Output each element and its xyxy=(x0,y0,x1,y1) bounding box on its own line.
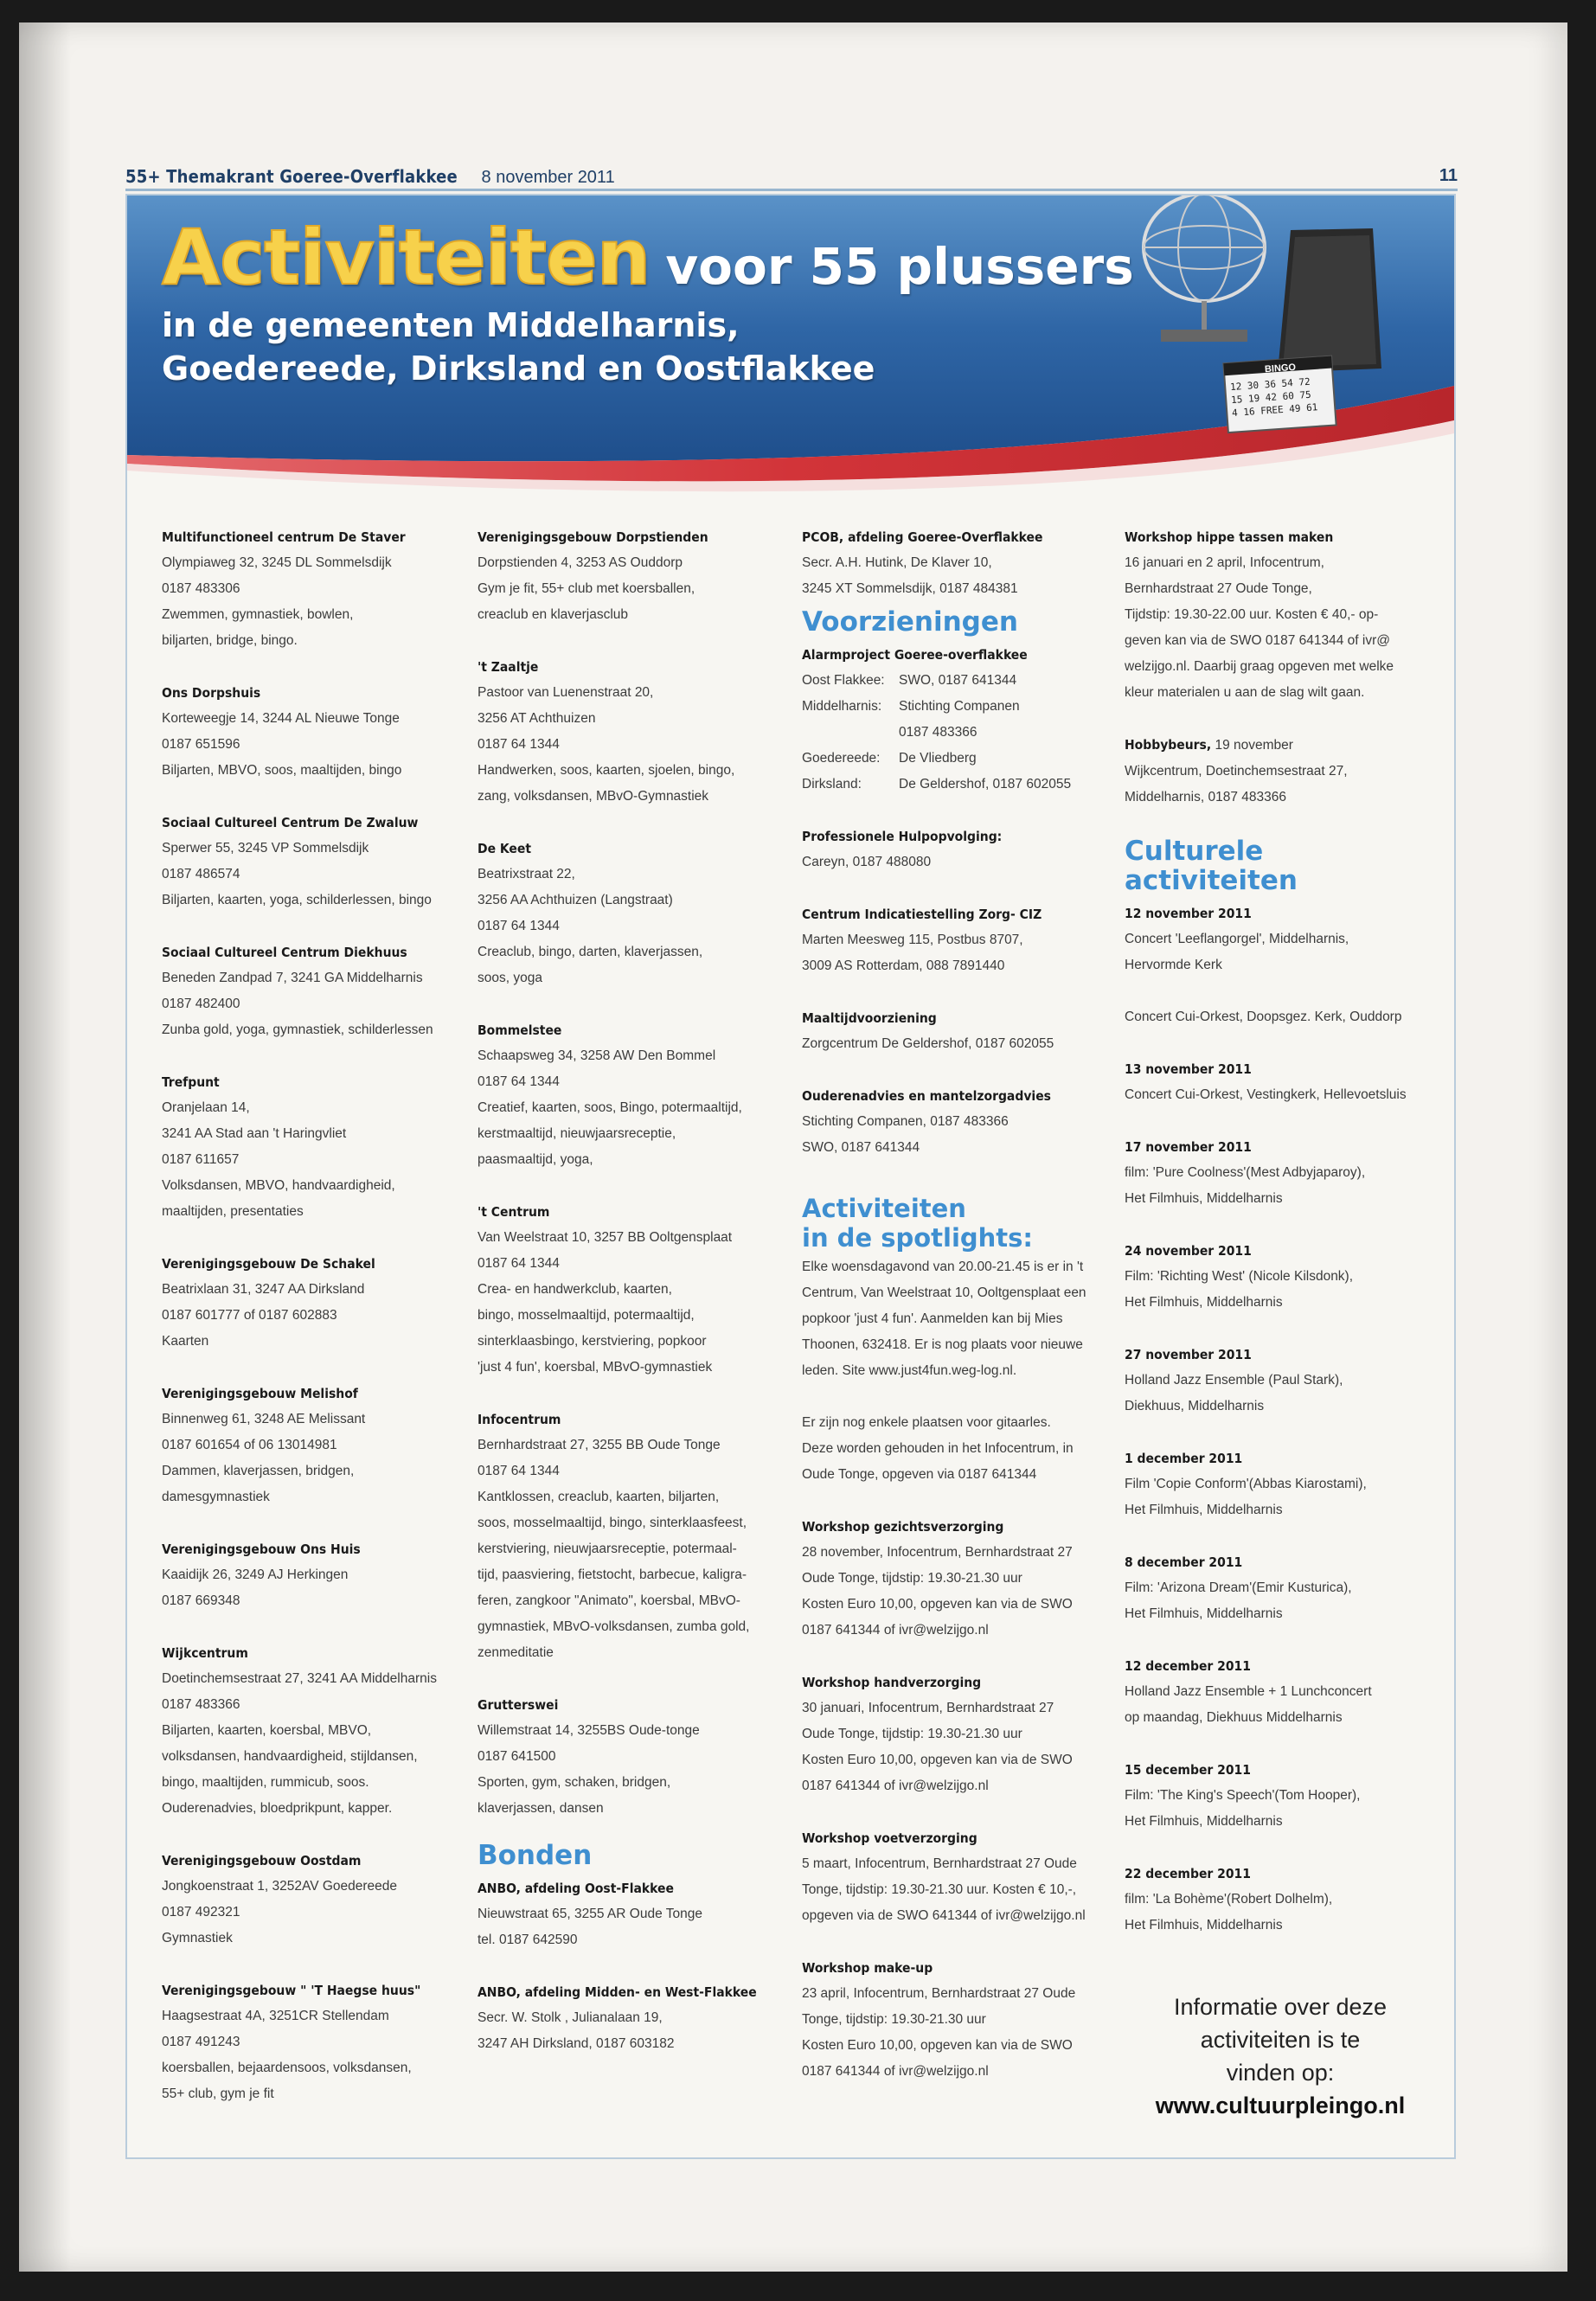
entry-line: Bernhardstraat 27, 3255 BB Oude Tonge xyxy=(478,1438,721,1452)
event-line: Holland Jazz Ensemble + 1 Lunchconcert xyxy=(1125,1684,1372,1699)
entry-line: 0187 486574 xyxy=(162,867,240,881)
event-date: 15 december 2011 xyxy=(1125,1762,1251,1778)
alarm-region: Middelharnis: xyxy=(802,699,882,714)
event-entry xyxy=(1125,1134,1436,1212)
entry-line: damesgymnastiek xyxy=(162,1490,270,1504)
entry-title: Maaltijdvoorziening xyxy=(802,1010,937,1026)
spotlights-line: leden. Site www.just4fun.weg-log.nl. xyxy=(802,1363,1017,1378)
alarm-row xyxy=(802,668,1105,694)
entry-title: Sociaal Cultureel Centrum Diekhuus xyxy=(162,945,407,960)
entry-line: Creaclub, bingo, darten, klaverjassen, xyxy=(478,945,703,959)
entry-line: Zorgcentrum De Geldershof, 0187 602055 xyxy=(802,1036,1054,1051)
venue-entry xyxy=(478,1875,776,1953)
entry-line: 3256 AA Achthuizen (Langstraat) xyxy=(478,893,673,907)
alarm-row xyxy=(802,772,1105,798)
venue-entry xyxy=(162,1069,465,1225)
banner-title-highlight: Activiteiten xyxy=(162,213,651,302)
entry-line: Doetinchemsestraat 27, 3241 AA Middelharnis xyxy=(162,1671,437,1686)
event-line: Het Filmhuis, Middelharnis xyxy=(1125,1191,1283,1206)
entry-title: PCOB, afdeling Goeree-Overflakkee xyxy=(802,529,1043,545)
entry-line: Ouderenadvies, bloedprikpunt, kapper. xyxy=(162,1801,393,1816)
event-entry xyxy=(1125,1445,1436,1523)
entry-title: 't Centrum xyxy=(478,1204,550,1220)
entry-line: 0187 483306 xyxy=(162,581,240,596)
entry-line: Biljarten, MBVO, soos, maaltijden, bingo xyxy=(162,763,402,778)
event-line: Het Filmhuis, Middelharnis xyxy=(1125,1814,1283,1829)
entry-line: 3241 AA Stad aan 't Haringvliet xyxy=(162,1126,347,1141)
alarm-provider: 0187 483366 xyxy=(899,725,977,740)
entry-line: Dorpstienden 4, 3253 AS Ouddorp xyxy=(478,555,683,570)
column-1-venues xyxy=(162,524,465,2133)
spotlights-text xyxy=(802,1254,1105,1384)
entry-line: Sperwer 55, 3245 VP Sommelsdijk xyxy=(162,841,369,856)
entry-line: volksdansen, handvaardigheid, stijldansen, xyxy=(162,1749,418,1764)
venue-entry xyxy=(162,1848,465,1952)
entry-title: Infocentrum xyxy=(478,1412,561,1427)
venue-entry xyxy=(1125,524,1436,706)
banner-title xyxy=(162,213,1134,302)
bonden-heading: Bonden xyxy=(478,1840,593,1871)
hobbybeurs-name: Hobbybeurs, xyxy=(1125,737,1212,753)
entry-line: zang, volksdansen, MBvO-Gymnastiek xyxy=(478,789,709,804)
page-number: 11 xyxy=(1439,166,1458,185)
entry-line: Beatrixstraat 22, xyxy=(478,867,575,881)
entry-title: Workshop make-up xyxy=(802,1960,933,1976)
venue-entry xyxy=(802,824,1105,875)
alarm-region: Goedereede: xyxy=(802,751,881,766)
entry-title: Centrum Indicatiestelling Zorg- CIZ xyxy=(802,907,1042,922)
entry-line: Wijkcentrum, Doetinchemsestraat 27, xyxy=(1125,764,1348,779)
event-line: Het Filmhuis, Middelharnis xyxy=(1125,1503,1283,1517)
entry-line: Kosten Euro 10,00, opgeven kan via de SWO xyxy=(802,1597,1073,1612)
entry-line: Haagsestraat 4A, 3251CR Stellendam xyxy=(162,2009,389,2023)
event-date: 12 december 2011 xyxy=(1125,1658,1251,1674)
bingo-row: 15 19 42 60 75 xyxy=(1230,388,1312,407)
publication-date: 8 november 2011 xyxy=(481,168,615,187)
entry-line: paasmaaltijd, yoga, xyxy=(478,1152,593,1167)
event-date: 17 november 2011 xyxy=(1125,1139,1252,1155)
alarm-provider: De Vliedberg xyxy=(899,751,977,766)
entry-line: Kosten Euro 10,00, opgeven kan via de SWO xyxy=(802,2038,1073,2053)
entry-line: Beneden Zandpad 7, 3241 GA Middelharnis xyxy=(162,971,423,985)
entry-line: 0187 64 1344 xyxy=(478,737,560,752)
entry-line: Oude Tonge, tijdstip: 19.30-21.30 uur xyxy=(802,1571,1022,1586)
entry-line: 0187 492321 xyxy=(162,1905,240,1920)
entry-line: 0187 641344 of ivr@welzijgo.nl xyxy=(802,1623,989,1638)
entry-title: Bommelstee xyxy=(478,1022,562,1038)
entry-line: Dammen, klaverjassen, bridgen, xyxy=(162,1464,355,1478)
bingo-row: 12 30 36 54 72 xyxy=(1229,375,1311,394)
entry-line: 0187 64 1344 xyxy=(478,1074,560,1089)
entry-line: Kantklossen, creaclub, kaarten, biljarten, xyxy=(478,1490,720,1504)
entry-line: Oranjelaan 14, xyxy=(162,1100,250,1115)
hobbybeurs-date: 19 november xyxy=(1211,738,1293,753)
banner-subtitle-1: in de gemeenten Middelharnis, xyxy=(162,306,740,344)
event-date: 8 december 2011 xyxy=(1125,1554,1243,1570)
venue-entry xyxy=(802,901,1105,979)
entry-line: Gym je fit, 55+ club met koersballen, xyxy=(478,581,695,596)
event-line: op maandag, Diekhuus Middelharnis xyxy=(1125,1710,1343,1725)
entry-title: Ouderenadvies en mantelzorgadvies xyxy=(802,1088,1051,1104)
spotlights-heading-2: in de spotlights: xyxy=(802,1223,1034,1253)
entry-line: tijd, paasviering, fietstocht, barbecue, kaligra- xyxy=(478,1567,747,1582)
entry-line: 0187 611657 xyxy=(162,1152,240,1167)
entry-title: Wijkcentrum xyxy=(162,1645,248,1661)
entry-line: tel. 0187 642590 xyxy=(478,1932,578,1947)
article-frame xyxy=(125,194,1456,2159)
event-entry xyxy=(1125,1861,1436,1939)
venue-entry xyxy=(478,524,776,628)
venue-entry xyxy=(802,1083,1105,1161)
entry-title: Workshop voetverzorging xyxy=(802,1830,977,1846)
entry-line: Tonge, tijdstip: 19.30-21.30 uur. Kosten € 10,-, xyxy=(802,1882,1077,1897)
entry-line: 0187 64 1344 xyxy=(478,919,560,933)
entry-line: 16 januari en 2 april, Infocentrum, xyxy=(1125,555,1324,570)
entry-title: Workshop handverzorging xyxy=(802,1675,982,1690)
entry-line: 3245 XT Sommelsdijk, 0187 484381 xyxy=(802,581,1018,596)
entry-line: koersballen, bejaardensoos, volksdansen, xyxy=(162,2061,412,2075)
entry-title: Verenigingsgebouw Ons Huis xyxy=(162,1541,361,1557)
event-date: 12 november 2011 xyxy=(1125,906,1252,921)
entry-title: Sociaal Cultureel Centrum De Zwaluw xyxy=(162,815,419,830)
venue-entry xyxy=(802,1825,1105,1929)
entry-line: 0187 64 1344 xyxy=(478,1256,560,1271)
entry-line: Marten Meesweg 115, Postbus 8707, xyxy=(802,933,1023,947)
venue-entry xyxy=(478,654,776,810)
event-entry xyxy=(1125,1549,1436,1627)
page-header xyxy=(125,166,1458,191)
entry-title: ANBO, afdeling Midden- en West-Flakkee xyxy=(478,1984,757,2000)
entry-line: Kaarten xyxy=(162,1334,209,1349)
info-line: vinden op: xyxy=(1226,2060,1335,2086)
venue-entry xyxy=(162,1977,465,2107)
entry-line: soos, mosselmaaltijd, bingo, sinterklaasfeest, xyxy=(478,1516,747,1530)
event-line: Concert Cui-Orkest, Vestingkerk, Hellevoetsluis xyxy=(1125,1087,1407,1102)
entry-line: Korteweegje 14, 3244 AL Nieuwe Tonge xyxy=(162,711,400,726)
entry-line: 0187 669348 xyxy=(162,1593,240,1608)
entry-line: Olympiaweg 32, 3245 DL Sommelsdijk xyxy=(162,555,392,570)
entry-line: Zwemmen, gymnastiek, bowlen, xyxy=(162,607,354,622)
entry-line: bingo, maaltijden, rummicub, soos. xyxy=(162,1775,369,1790)
spotlights-heading-1: Activiteiten xyxy=(802,1194,966,1223)
entry-title: Verenigingsgebouw Oostdam xyxy=(162,1853,362,1868)
entry-line: Secr. W. Stolk , Julianalaan 19, xyxy=(478,2010,663,2025)
info-box xyxy=(1125,1990,1436,2122)
event-entry xyxy=(1125,1757,1436,1835)
venue-entry xyxy=(802,524,1105,602)
bingo-board-icon xyxy=(1278,228,1381,373)
event-line: film: 'La Bohème'(Robert Dolhelm), xyxy=(1125,1892,1333,1907)
entry-line: opgeven via de SWO 641344 of ivr@welzijgo.nl xyxy=(802,1908,1086,1923)
entry-line: Handwerken, soos, kaarten, sjoelen, bingo, xyxy=(478,763,735,778)
event-line: Holland Jazz Ensemble (Paul Stark), xyxy=(1125,1373,1343,1388)
entry-line: Secr. A.H. Hutink, De Klaver 10, xyxy=(802,555,992,570)
entry-title: Professionele Hulpopvolging: xyxy=(802,829,1003,844)
banner-title-rest: voor 55 plussers xyxy=(665,237,1134,296)
entry-title: De Keet xyxy=(478,841,532,856)
page-fold-shadow xyxy=(19,22,71,2272)
entry-line: Gymnastiek xyxy=(162,1931,233,1945)
bingo-card-header: BINGO xyxy=(1264,362,1297,375)
entry-line: Crea- en handwerkclub, kaarten, xyxy=(478,1282,672,1297)
entry-line: 30 januari, Infocentrum, Bernhardstraat 27 xyxy=(802,1701,1054,1715)
entry-line: 5 maart, Infocentrum, Bernhardstraat 27 Oude xyxy=(802,1856,1077,1871)
entry-line: Biljarten, kaarten, koersbal, MBVO, xyxy=(162,1723,372,1738)
entry-line: 0187 64 1344 xyxy=(478,1464,560,1478)
alarm-provider: De Geldershof, 0187 602055 xyxy=(899,777,1072,792)
venue-entry xyxy=(162,1251,465,1355)
alarm-row xyxy=(802,746,1105,772)
entry-line: 0187 641500 xyxy=(478,1749,556,1764)
event-line: Diekhuus, Middelharnis xyxy=(1125,1399,1265,1413)
entry-line: Kaaidijk 26, 3249 AJ Herkingen xyxy=(162,1567,349,1582)
spotlights-line: Elke woensdagavond van 20.00-21.45 is er in 't xyxy=(802,1259,1084,1274)
entry-line: 3256 AT Achthuizen xyxy=(478,711,596,726)
entry-line: 28 november, Infocentrum, Bernhardstraat 27 xyxy=(802,1545,1073,1560)
venue-entry xyxy=(162,680,465,784)
venue-entry xyxy=(802,1670,1105,1799)
spotlights-line: Centrum, Van Weelstraat 10, Ooltgensplaat een xyxy=(802,1285,1086,1300)
entry-line: Oude Tonge, tijdstip: 19.30-21.30 uur xyxy=(802,1727,1022,1741)
entry-line: 0187 482400 xyxy=(162,997,240,1011)
venue-entry xyxy=(478,1407,776,1666)
event-entry xyxy=(1125,1056,1436,1108)
event-entry xyxy=(1125,1342,1436,1420)
bingo-card-numbers xyxy=(1230,374,1335,420)
venue-entry xyxy=(802,1005,1105,1057)
venue-entry xyxy=(478,1199,776,1381)
event-date: 1 december 2011 xyxy=(1125,1451,1243,1466)
entry-line: Jongkoenstraat 1, 3252AV Goedereede xyxy=(162,1879,398,1894)
event-line: film: 'Pure Coolness'(Mest Adbyjaparoy), xyxy=(1125,1165,1366,1180)
venue-entry xyxy=(478,1692,776,1822)
entry-line: kleur materialen u aan de slag wilt gaan. xyxy=(1125,685,1365,700)
entry-line: kerstviering, nieuwjaarsreceptie, potermaal- xyxy=(478,1541,737,1556)
venue-entry xyxy=(478,1017,776,1173)
entry-line: Creatief, kaarten, soos, Bingo, potermaaltijd, xyxy=(478,1100,742,1115)
entry-line: 0187 641344 of ivr@welzijgo.nl xyxy=(802,1779,989,1793)
guitar-line: Deze worden gehouden in het Infocentrum, in xyxy=(802,1441,1074,1456)
entry-line: Sporten, gym, schaken, bridgen, xyxy=(478,1775,671,1790)
event-line: Film: 'The King's Speech'(Tom Hooper), xyxy=(1125,1788,1361,1803)
entry-line: Tijdstip: 19.30-22.00 uur. Kosten € 40,- op- xyxy=(1125,607,1379,622)
alarm-region: Oost Flakkee: xyxy=(802,673,885,688)
guitar-line: Oude Tonge, opgeven via 0187 641344 xyxy=(802,1467,1037,1482)
alarm-project xyxy=(802,642,1105,798)
venue-entry xyxy=(478,1979,776,2057)
alarm-provider: Stichting Companen xyxy=(899,699,1020,714)
entry-title: ANBO, afdeling Oost-Flakkee xyxy=(478,1881,674,1896)
entry-title: Verenigingsgebouw Melishof xyxy=(162,1386,358,1401)
venue-entry xyxy=(478,836,776,991)
entry-line: 3247 AH Dirksland, 0187 603182 xyxy=(478,2036,675,2051)
publication-name: 55+ Themakrant Goeree-Overflakkee xyxy=(125,166,458,187)
alarm-row xyxy=(802,694,1105,720)
info-line: Informatie over deze xyxy=(1173,1994,1388,2020)
spotlights-heading xyxy=(802,1195,1105,1251)
banner xyxy=(127,195,1454,507)
entry-line: Beatrixlaan 31, 3247 AA Dirksland xyxy=(162,1282,365,1297)
column-2-venues xyxy=(478,524,776,2083)
event-line: Film: 'Richting West' (Nicole Kilsdonk), xyxy=(1125,1269,1354,1284)
entry-line: sinterklaasbingo, kerstviering, popkoor xyxy=(478,1334,707,1349)
voorzieningen-heading: Voorzieningen xyxy=(802,606,1018,638)
entry-line: zenmeditatie xyxy=(478,1645,554,1660)
event-line: Concert Cui-Orkest, Doopsgez. Kerk, Ouddorp xyxy=(1125,1009,1402,1024)
guitar-text xyxy=(802,1410,1105,1488)
venue-entry xyxy=(162,1536,465,1614)
event-date: 13 november 2011 xyxy=(1125,1061,1252,1077)
event-line: Hervormde Kerk xyxy=(1125,958,1222,972)
event-entry xyxy=(1125,1004,1436,1030)
bingo-row: 4 16 FREE 49 61 xyxy=(1231,401,1318,420)
culturele-heading: Culturele activiteiten xyxy=(1125,836,1298,896)
entry-line: 23 april, Infocentrum, Bernhardstraat 27 Oude xyxy=(802,1986,1076,2001)
entry-line: geven kan via de SWO 0187 641344 of ivr@ xyxy=(1125,633,1390,648)
entry-title: Ons Dorpshuis xyxy=(162,685,261,701)
guitar-line: Er zijn nog enkele plaatsen voor gitaarles. xyxy=(802,1415,1051,1430)
entry-line: 55+ club, gym je fit xyxy=(162,2086,274,2101)
venue-entry xyxy=(162,939,465,1043)
event-line: Film: 'Arizona Dream'(Emir Kusturica), xyxy=(1125,1580,1352,1595)
entry-line: 0187 601654 of 06 13014981 xyxy=(162,1438,337,1452)
spotlights-line: popkoor 'just 4 fun'. Aanmelden kan bij Mies xyxy=(802,1311,1063,1326)
entry-line: Volksdansen, MBVO, handvaardigheid, xyxy=(162,1178,395,1193)
entry-line: biljarten, bridge, bingo. xyxy=(162,633,298,648)
alarm-provider: SWO, 0187 641344 xyxy=(899,673,1017,688)
entry-line: 0187 641344 of ivr@welzijgo.nl xyxy=(802,2064,989,2079)
hobbybeurs xyxy=(1125,732,1436,811)
entry-line: bingo, mosselmaaltijd, potermaaltijd, xyxy=(478,1308,695,1323)
venue-entry xyxy=(802,1955,1105,2085)
entry-line: Van Weelstraat 10, 3257 BB Ooltgensplaat xyxy=(478,1230,733,1245)
entry-line: Middelharnis, 0187 483366 xyxy=(1125,790,1286,804)
entry-line: 0187 651596 xyxy=(162,737,240,752)
entry-title: Verenigingsgebouw Dorpstienden xyxy=(478,529,708,545)
entry-line: Careyn, 0187 488080 xyxy=(802,855,932,869)
entry-line: feren, zangkoor "Animato", koersbal, MBvO- xyxy=(478,1593,740,1608)
alarm-row xyxy=(802,720,1105,746)
column-4-culture xyxy=(1125,524,1436,2122)
entry-title: Alarmproject Goeree-overflakkee xyxy=(802,647,1028,663)
entry-title: Workshop gezichtsverzorging xyxy=(802,1519,1004,1535)
event-entry xyxy=(1125,901,1436,978)
entry-line: Bernhardstraat 27 Oude Tonge, xyxy=(1125,581,1312,596)
entry-line: 3009 AS Rotterdam, 088 7891440 xyxy=(802,958,1005,973)
entry-line: Pastoor van Luenenstraat 20, xyxy=(478,685,654,700)
entry-line: maaltijden, presentaties xyxy=(162,1204,304,1219)
entry-line: kerstmaaltijd, nieuwjaarsreceptie, xyxy=(478,1126,676,1141)
venue-entry xyxy=(162,1381,465,1510)
event-date: 27 november 2011 xyxy=(1125,1347,1252,1362)
alarm-region: Dirksland: xyxy=(802,777,862,792)
banner-subtitle-2: Goedereede, Dirksland en Oostflakkee xyxy=(162,349,875,388)
entry-line: 0187 491243 xyxy=(162,2035,240,2049)
event-line: Het Filmhuis, Middelharnis xyxy=(1125,1295,1283,1310)
entry-line: 0187 601777 of 0187 602883 xyxy=(162,1308,337,1323)
event-date: 22 december 2011 xyxy=(1125,1866,1251,1881)
event-line: Film 'Copie Conform'(Abbas Kiarostami), xyxy=(1125,1477,1367,1491)
entry-line: soos, yoga xyxy=(478,971,542,985)
venue-entry xyxy=(802,1514,1105,1644)
entry-line: Zunba gold, yoga, gymnastiek, schilderlessen xyxy=(162,1022,433,1037)
entry-title: Verenigingsgebouw De Schakel xyxy=(162,1256,375,1272)
info-line: activiteiten is te xyxy=(1200,2027,1361,2053)
entry-line: klaverjassen, dansen xyxy=(478,1801,604,1816)
event-line: Het Filmhuis, Middelharnis xyxy=(1125,1606,1283,1621)
entry-line: Kosten Euro 10,00, opgeven kan via de SWO xyxy=(802,1753,1073,1767)
entry-line: Biljarten, kaarten, yoga, schilderlessen, bingo xyxy=(162,893,432,907)
entry-line: Nieuwstraat 65, 3255 AR Oude Tonge xyxy=(478,1907,702,1921)
entry-line: 'just 4 fun', koersbal, MBvO-gymnastiek xyxy=(478,1360,713,1375)
event-line: Concert 'Leeflangorgel', Middelharnis, xyxy=(1125,932,1349,946)
entry-title: 't Zaaltje xyxy=(478,659,539,675)
entry-title: Trefpunt xyxy=(162,1074,220,1090)
entry-title: Verenigingsgebouw " 'T Haegse huus" xyxy=(162,1983,421,1998)
entry-title: Grutterswei xyxy=(478,1697,559,1713)
entry-line: Willemstraat 14, 3255BS Oude-tonge xyxy=(478,1723,700,1738)
event-entry xyxy=(1125,1653,1436,1731)
entry-line: gymnastiek, MBvO-volksdansen, zumba gold, xyxy=(478,1619,750,1634)
entry-line: Tonge, tijdstip: 19.30-21.30 uur xyxy=(802,2012,986,2027)
spotlights-line: Thoonen, 632418. Er is nog plaats voor nieuwe xyxy=(802,1337,1083,1352)
hobbybeurs-title xyxy=(1125,732,1436,759)
event-date: 24 november 2011 xyxy=(1125,1243,1252,1259)
venue-entry xyxy=(162,810,465,913)
event-entry xyxy=(1125,1238,1436,1316)
entry-line: 0187 483366 xyxy=(162,1697,240,1712)
entry-line: creaclub en klaverjasclub xyxy=(478,607,629,622)
venue-entry xyxy=(162,1640,465,1822)
venue-entry xyxy=(162,524,465,654)
entry-line: Schaapsweg 34, 3258 AW Den Bommel xyxy=(478,1048,716,1063)
event-line: Het Filmhuis, Middelharnis xyxy=(1125,1918,1283,1932)
entry-line: Binnenweg 61, 3248 AE Melissant xyxy=(162,1412,366,1426)
column-3-services xyxy=(802,524,1105,2111)
entry-title: Workshop hippe tassen maken xyxy=(1125,529,1334,545)
entry-line: SWO, 0187 641344 xyxy=(802,1140,920,1155)
info-url: www.cultuurpleingo.nl xyxy=(1155,2093,1406,2118)
entry-line: welzijgo.nl. Daarbij graag opgeven met welke xyxy=(1125,659,1394,674)
entry-title: Multifunctioneel centrum De Staver xyxy=(162,529,406,545)
entry-line: Stichting Companen, 0187 483366 xyxy=(802,1114,1009,1129)
